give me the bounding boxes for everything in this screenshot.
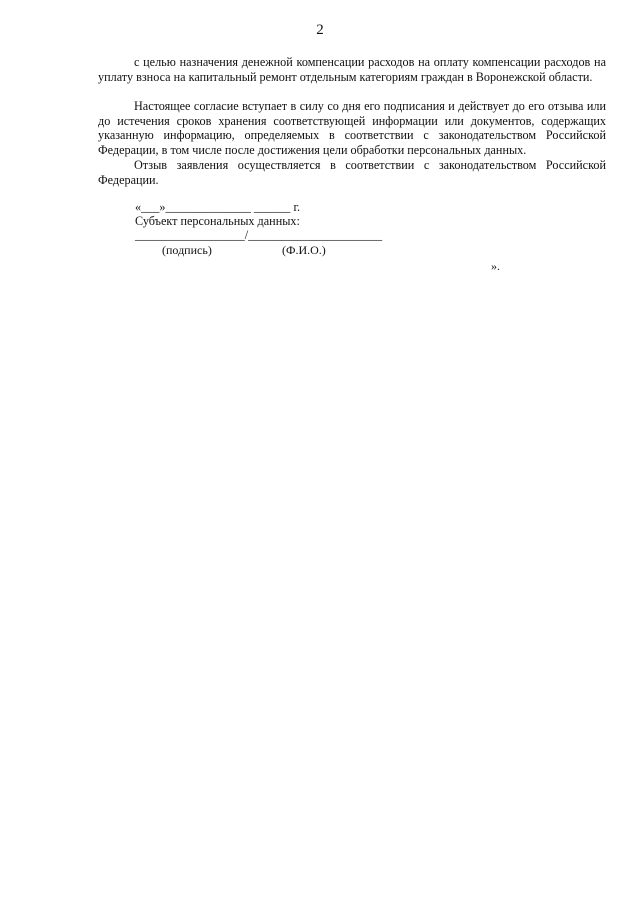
page-number: 2 <box>316 22 324 38</box>
paragraph-purpose <box>98 55 606 84</box>
fio-caption: (Ф.И.О.) <box>282 243 326 257</box>
date-line: «___»______________ ______ г. <box>135 200 301 214</box>
closing-quote: ». <box>491 259 500 273</box>
paragraph-validity-text: Настоящее согласие вступает в силу со дня его подписания и действует до его отзыва или до истечения сроков хранения соответствующей информации или документов, содержащих указанную информацию, определяемых в соответствии с законодательством Российской Федерации, в том числе после достижения цели обработки персональных данных. <box>98 99 606 157</box>
subject-label: Субъект персональных данных: <box>135 214 300 228</box>
signature-line: __________________/______________________ <box>135 228 383 242</box>
paragraph-revocation <box>98 158 606 187</box>
paragraph-purpose-text: с целью назначения денежной компенсации расходов на оплату компенсации расходов на уплату взноса на капитальный ремонт отдельным категориям граждан в Воронежской области. <box>98 55 606 84</box>
signature-caption: (подпись) <box>162 243 212 257</box>
paragraph-validity <box>98 99 606 157</box>
paragraph-revocation-text: Отзыв заявления осуществляется в соответствии с законодательством Российской Федерации. <box>98 158 606 187</box>
